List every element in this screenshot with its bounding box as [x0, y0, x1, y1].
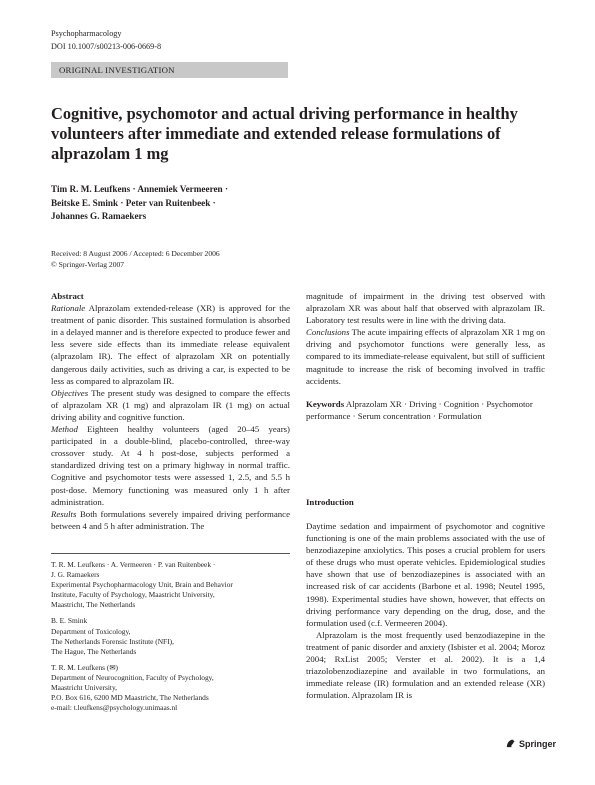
affiliations [51, 560, 290, 719]
journal-name: Psychopharmacology [51, 29, 122, 38]
conclusions-text: The acute impairing effects of alprazolam XR 1 mg on driving and psychomotor functions were generally less, as compared to its immediate-release equivalent, but still of sufficient magnitude to increase the risk of becoming involved in traffic accidents. [306, 327, 545, 386]
affiliation-line: The Netherlands Forensic Institute (NFI), [51, 636, 174, 646]
publisher-logo [505, 738, 556, 749]
results-label: Results [51, 508, 77, 519]
author-line-1: Tim R. M. Leufkens · Annemiek Vermeeren · [51, 184, 229, 194]
abstract-objectives [51, 387, 290, 423]
abstract-left [51, 290, 290, 532]
author-line-3: Johannes G. Ramaekers [51, 211, 147, 221]
abstract-conclusions [306, 326, 545, 386]
rationale-label: Rationale [51, 303, 86, 314]
keywords-label: Keywords [306, 398, 345, 409]
abstract-method [51, 423, 290, 508]
objectives-text: The present study was designed to compare the effects of alprazolam XR (1 mg) and alprazolam IR (1 mg) on actual driving ability and cognitive function. [51, 387, 290, 422]
keywords-text: Alprazolam XR · Driving · Cognition · Psychomotor performance · Serum concentration · Formulation [306, 398, 533, 421]
copyright-line: © Springer-Verlag 2007 [51, 259, 125, 269]
affiliation-line: T. R. M. Leufkens · A. Vermeeren · P. van Ruitenbeek · [51, 560, 216, 569]
section-band: ORIGINAL INVESTIGATION [51, 62, 288, 78]
footnote-divider [51, 553, 290, 554]
affiliation-line: J. G. Ramaekers [51, 570, 100, 580]
conclusions-label: Conclusions [306, 327, 350, 338]
method-text: Eighteen healthy volunteers (aged 20–45 years) participated in a double-blind, placebo-controlled, three-way crossover study. At 4 h post-dose, subjects performed a standardized driving test on a primary highway in normal traffic. Cognitive and psychomotor tests were assessed 1, 2.5, and 5.5 h post-dose. Memory functioning was measured only 1 h after administration. [51, 424, 290, 507]
keywords [306, 398, 545, 422]
affiliation-2 [51, 616, 290, 656]
affiliation-line: Maastricht University, [51, 683, 118, 693]
affiliation-line: P.O. Box 616, 6200 MD Maastricht, The Netherlands [51, 693, 209, 703]
results-text: Both formulations severely impaired driving performance between 4 and 5 h after administration. The [51, 508, 290, 531]
affiliation-line: Maastricht, The Netherlands [51, 600, 136, 610]
results-continued: magnitude of impairment in the driving test observed with alprazolam XR was about half that observed with alprazolam IR. Laboratory test results were in line with the driving data. [306, 291, 545, 326]
introduction-body [306, 520, 545, 701]
abstract-right [306, 290, 545, 422]
corresponding-email[interactable]: e-mail: t.leufkens@psychology.unimaas.nl [51, 703, 178, 713]
affiliation-line: Experimental Psychopharmacology Unit, Brain and Behavior [51, 580, 233, 590]
objectives-label: Objectives [51, 387, 89, 398]
publication-dates [51, 249, 351, 270]
doi-line[interactable]: DOI 10.1007/s00213-006-0669-8 [51, 42, 162, 51]
affiliation-line: The Hague, The Netherlands [51, 646, 137, 656]
affiliation-line: T. R. M. Leufkens (✉) [51, 662, 119, 672]
affiliation-3 [51, 663, 290, 713]
abstract-results [51, 508, 290, 532]
affiliation-line: B. E. Smink [51, 616, 88, 626]
method-label: Method [51, 424, 78, 435]
affiliation-line: Department of Toxicology, [51, 626, 131, 636]
author-line-2: Beitske E. Smink · Peter van Ruitenbeek · [51, 197, 216, 208]
affiliation-line: Department of Neurocognition, Faculty of Psychology, [51, 672, 214, 682]
intro-paragraph-1: Daytime sedation and impairment of psychomotor and cognitive functioning is one of the main problems associated with the use of benzodiazepine anxiolytics. This poses a crucial problem for users of these drugs who must operate vehicles. Epidemiological studies have shown that use of benzodiazepines is associated with an increased risk of car accidents (Barbone et al. 1998; Neutel 1995, 1998). Experimental studies have shown, however, that effects on driving performance vary depending on the drug, dose, and the formulation used (c.f. Vermeeren 2004). [306, 521, 545, 628]
intro-paragraph-2: Alprazolam is the most frequently used benzodiazepine in the treatment of panic disorder and anxiety (Isbister et al. 2004; Moroz 2004; RxList 2005; Verster et al. 2002). It is a 1,4 triazolobenzodiazepine and available in two formulations, an immediate release (IR) formulation and an extended release (XR) formulation. Alprazolam IR is [306, 629, 545, 701]
springer-wordmark: Springer [519, 738, 557, 749]
introduction-heading: Introduction [306, 497, 354, 507]
springer-horse-icon [505, 738, 516, 749]
article-title: Cognitive, psychomotor and actual driving performance in healthy volunteers after immediate and extended release formulations of alprazolam 1 mg [51, 104, 518, 163]
rationale-text: Alprazolam extended-release (XR) is approved for the treatment of panic disorder. This sustained formulation is absorbed in a delayed manner and is therefore expected to produce fewer and less severe side effects than its immediate release equivalent (alprazolam IR). The effect of alprazolam XR on potentially dangerous daily activities, such as driving a car, is expected to be less as compared to alprazolam IR. [51, 303, 290, 386]
received-accepted: Received: 8 August 2006 / Accepted: 6 December 2006 [51, 249, 220, 258]
abstract-rationale [51, 302, 290, 387]
abstract-heading: Abstract [51, 291, 84, 301]
affiliation-1 [51, 560, 290, 610]
author-list [51, 183, 351, 224]
affiliation-line: Institute, Faculty of Psychology, Maastricht University, [51, 590, 215, 600]
